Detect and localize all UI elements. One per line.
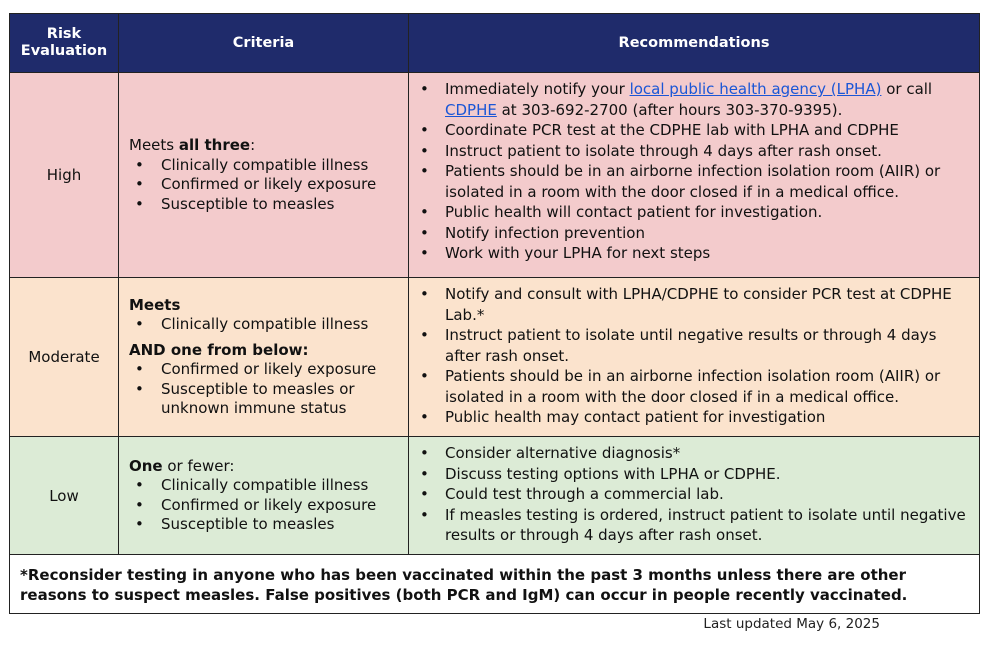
list-item: • Confirmed or likely exposure <box>129 175 402 195</box>
criteria-intro: Meets <box>129 295 181 314</box>
list-item: • Immediately notify your local public health agency (LPHA) or call CDPHE at 303-692-2700 (after hours 303-370-9395). <box>417 79 973 120</box>
recommendations-list <box>417 79 973 264</box>
criteria-sub-heading: AND one from below: <box>129 340 309 359</box>
criteria-list <box>129 156 402 215</box>
table-header-row <box>10 14 980 73</box>
table-row-low <box>10 437 980 555</box>
lpha-link[interactable]: local public health agency (LPHA) <box>629 80 882 98</box>
recommendations-high <box>409 73 980 278</box>
list-item: • Patients should be in an airborne infection isolation room (AIIR) or isolated in a room with the door closed if in a medical office. <box>417 161 973 202</box>
recommendations-list <box>417 443 973 546</box>
list-item: • Public health may contact patient for investigation <box>417 407 973 428</box>
list-item: • Patients should be in an airborne infection isolation room (AIIR) or isolated in a room with the door closed if in a medical office. <box>417 366 973 407</box>
list-item: • Coordinate PCR test at the CDPHE lab with LPHA and CDPHE <box>417 120 973 141</box>
recommendations-moderate <box>409 278 980 437</box>
list-item: • If measles testing is ordered, instruct patient to isolate until negative results or through 4 days after rash onset. <box>417 505 973 546</box>
list-item: • Discuss testing options with LPHA or CDPHE. <box>417 464 973 485</box>
cdphe-link[interactable]: CDPHE <box>445 100 497 119</box>
list-item: • Clinically compatible illness <box>129 315 402 335</box>
list-item: • Notify infection prevention <box>417 223 973 244</box>
criteria-list <box>129 476 402 535</box>
list-item: • Confirmed or likely exposure <box>129 360 402 380</box>
recommendations-low <box>409 437 980 555</box>
list-item: • Instruct patient to isolate until negative results or through 4 days after rash onset. <box>417 325 973 366</box>
footnote-row <box>10 555 980 614</box>
risk-level-moderate: Moderate <box>10 278 119 437</box>
list-item: • Public health will contact patient for investigation. <box>417 202 973 223</box>
header-recommendations: Recommendations <box>409 14 980 73</box>
last-updated-text: Last updated May 6, 2025 <box>703 616 880 632</box>
risk-level-low: Low <box>10 437 119 555</box>
criteria-intro: Meets all three: <box>129 136 256 154</box>
footnote: *Reconsider testing in anyone who has been vaccinated within the past 3 months unless there are other reasons to suspect measles. False positives (both PCR and IgM) can occur in people recently vaccinated. <box>10 555 980 614</box>
list-item: • Notify and consult with LPHA/CDPHE to consider PCR test at CDPHE Lab.* <box>417 284 973 325</box>
table-row-moderate <box>10 278 980 437</box>
list-item: • Consider alternative diagnosis* <box>417 443 973 464</box>
list-item: • Work with your LPHA for next steps <box>417 243 973 264</box>
criteria-list <box>129 315 402 335</box>
criteria-low <box>119 437 409 555</box>
list-item: • Confirmed or likely exposure <box>129 496 402 516</box>
list-item: • Instruct patient to isolate through 4 days after rash onset. <box>417 141 973 162</box>
list-item: • Clinically compatible illness <box>129 476 402 496</box>
list-item: • Clinically compatible illness <box>129 156 402 176</box>
table-row-high <box>10 73 980 278</box>
header-criteria: Criteria <box>119 14 409 73</box>
criteria-sub-list <box>129 360 402 419</box>
list-item: • Susceptible to measles <box>129 515 402 535</box>
list-item: • Susceptible to measles <box>129 195 402 215</box>
header-risk-evaluation: Risk Evaluation <box>10 14 119 73</box>
recommendations-list <box>417 284 973 428</box>
criteria-intro: One or fewer: <box>129 456 235 475</box>
criteria-high <box>119 73 409 278</box>
risk-level-high: High <box>10 73 119 278</box>
list-item: • Could test through a commercial lab. <box>417 484 973 505</box>
criteria-moderate <box>119 278 409 437</box>
list-item: • Susceptible to measles or unknown immune status <box>129 380 402 419</box>
measles-risk-table <box>9 13 980 614</box>
